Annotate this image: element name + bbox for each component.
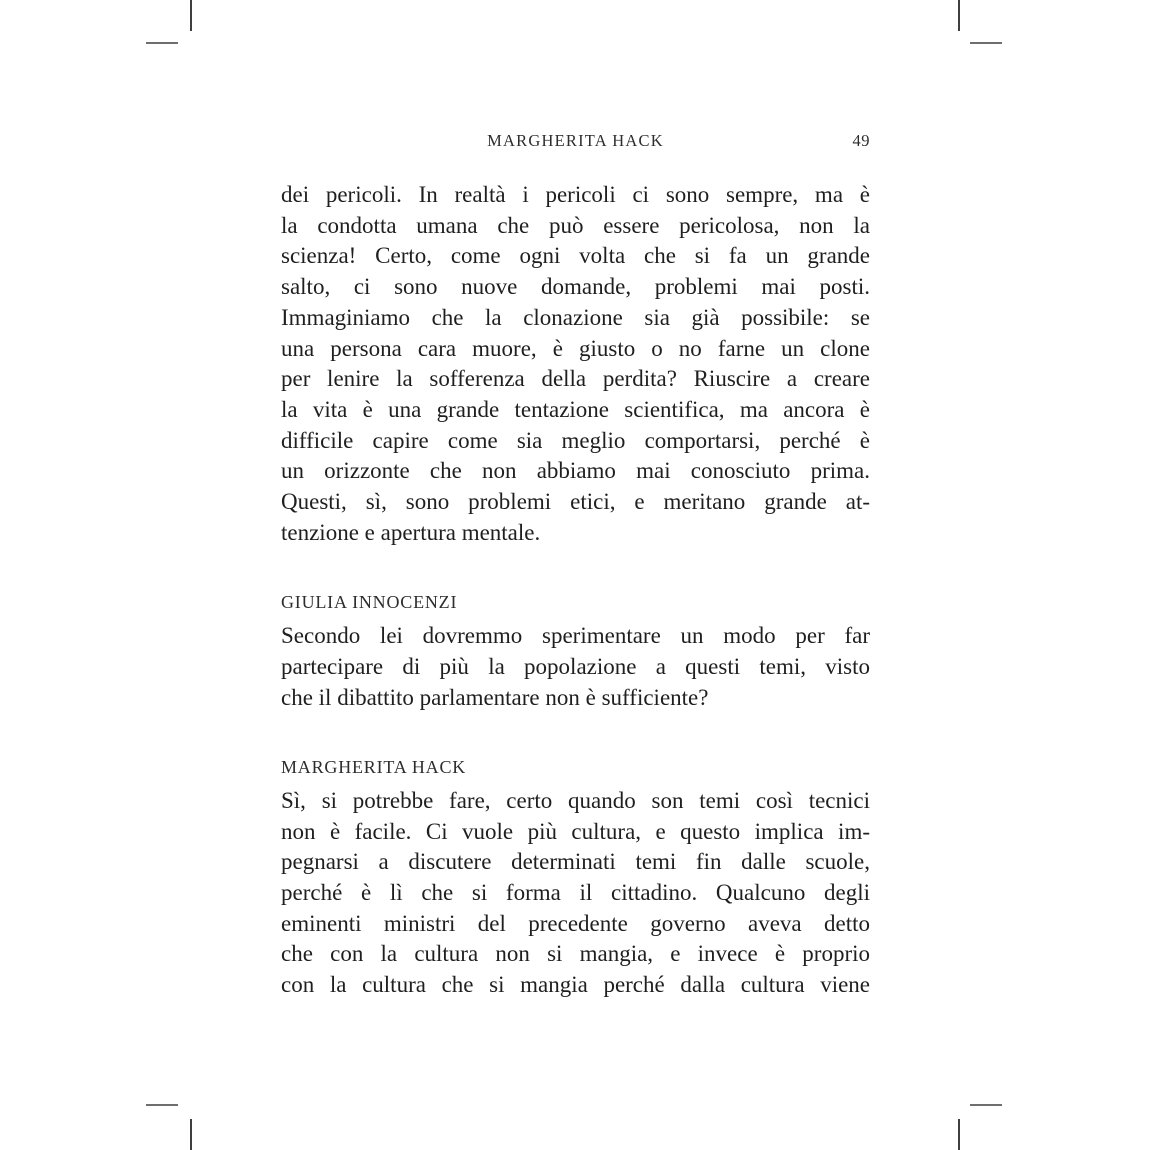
- text-line: Immaginiamo che la clonazione sia già possibile: se: [281, 304, 870, 330]
- crop-mark-bottom-left-vertical: [190, 1119, 192, 1150]
- paragraph: [281, 621, 870, 713]
- text-line: eminenti ministri del precedente governo aveva detto: [281, 910, 870, 936]
- text-line: partecipare di più la popolazione a questi temi, visto: [281, 653, 870, 679]
- paragraph: [281, 786, 870, 1001]
- text-line: la vita è una grande tentazione scientifica, ma ancora è: [281, 396, 870, 422]
- crop-mark-bottom-right-horizontal: [970, 1104, 1002, 1106]
- text-line: un orizzonte che non abbiamo mai conosciuto prima.: [281, 458, 870, 484]
- text-line: perché è lì che si forma il cittadino. Qualcuno degli: [281, 880, 870, 906]
- text-line: che il dibattito parlamentare non è sufficiente?: [281, 684, 709, 710]
- text-line: Questi, sì, sono problemi etici, e meritano grande at-: [281, 489, 870, 515]
- text-line: non è facile. Ci vuole più cultura, e questo implica im-: [281, 818, 870, 844]
- text-column: [281, 180, 870, 1001]
- page-number: 49: [852, 131, 870, 150]
- text-line: Secondo lei dovremmo sperimentare un modo per far: [281, 623, 870, 649]
- text-line: tenzione e apertura mentale.: [281, 519, 541, 545]
- text-line: per lenire la sofferenza della perdita? Riuscire a creare: [281, 366, 870, 392]
- speaker-label: GIULIA INNOCENZI: [281, 592, 458, 613]
- speaker-label: MARGHERITA HACK: [281, 757, 467, 778]
- crop-mark-top-right-vertical: [958, 0, 960, 31]
- text-line: con la cultura che si mangia perché dalla cultura viene: [281, 972, 870, 998]
- text-line: dei pericoli. In realtà i pericoli ci sono sempre, ma è: [281, 182, 870, 207]
- text-line: Sì, si potrebbe fare, certo quando son temi così tecnici: [281, 787, 870, 813]
- crop-mark-top-right-horizontal: [970, 42, 1002, 44]
- running-title: MARGHERITA HACK: [487, 131, 664, 150]
- text-line: una persona cara muore, è giusto o no farne un clone: [281, 335, 870, 361]
- text-line: scienza! Certo, come ogni volta che si fa un grande: [281, 243, 870, 269]
- crop-mark-bottom-left-horizontal: [146, 1104, 178, 1106]
- crop-mark-top-left-vertical: [190, 0, 192, 31]
- page-header: [281, 131, 870, 153]
- crop-mark-top-left-horizontal: [146, 42, 178, 44]
- paragraph: [281, 180, 870, 548]
- crop-mark-bottom-right-vertical: [958, 1119, 960, 1150]
- text-line: pegnarsi a discutere determinati temi fin dalle scuole,: [281, 849, 870, 875]
- text-line: difficile capire come sia meglio comportarsi, perché è: [281, 427, 870, 453]
- text-line: salto, ci sono nuove domande, problemi mai posti.: [281, 274, 870, 300]
- text-line: che con la cultura non si mangia, e invece è proprio: [281, 941, 870, 967]
- text-line: la condotta umana che può essere pericolosa, non la: [281, 212, 870, 238]
